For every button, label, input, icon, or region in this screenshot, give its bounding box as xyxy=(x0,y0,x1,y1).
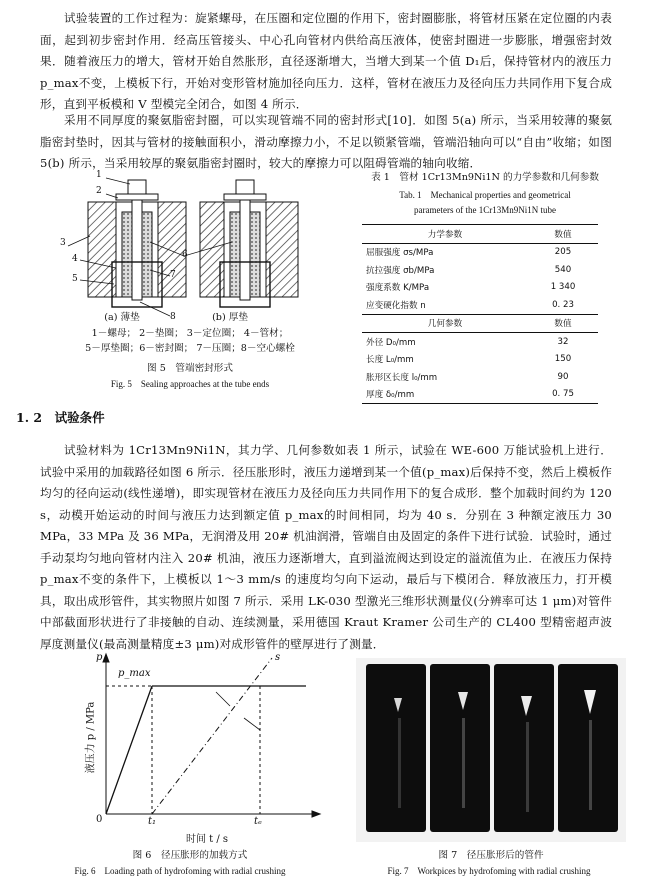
table1-cell: 1 340 xyxy=(550,282,576,293)
section-heading: 1. 2 试验条件 xyxy=(16,410,105,425)
table-row xyxy=(362,333,598,351)
fig5-caption-en: Fig. 5 Sealing approaches at the tube ends xyxy=(110,379,270,389)
table1-cell: 胀形区长度 l₀/mm xyxy=(366,372,438,383)
table-row xyxy=(362,351,598,369)
table1-header-geo-value: 数值 xyxy=(528,314,598,333)
fig5-label-2: 2 xyxy=(96,186,102,196)
fig5-label-8: 8 xyxy=(170,312,176,322)
fig7-caption-en: Fig. 7 Workpices by hydrofoming with radial crushing xyxy=(387,866,591,876)
table1-cell: 540 xyxy=(554,264,572,275)
table1-cell: 外径 D₀/mm xyxy=(366,337,416,348)
table1-cell: 90 xyxy=(557,371,569,382)
fig6-xlabel: 时间 t / s xyxy=(186,834,229,845)
table-row xyxy=(362,243,598,261)
table-row xyxy=(362,279,598,297)
tube-highlights xyxy=(356,658,626,842)
fig6-label-origin: 0 xyxy=(96,814,103,825)
table1-cell: 应变硬化指数 n xyxy=(366,300,426,311)
table1-cell: 强度系数 K/MPa xyxy=(366,283,430,294)
fig5-legend-line-2: 5－厚垫圈；6－密封圈； 7－压圈；8－空心螺栓 xyxy=(85,343,295,354)
table1-header-mech-param: 力学参数 xyxy=(362,225,528,244)
fig5-label-7: 7 xyxy=(170,270,176,280)
table1-caption-cn: 表 1 管材 1Cr13Mn9Ni1N 的力学参数和几何参数 xyxy=(371,172,599,183)
paragraph-3: 试验材料为 1Cr13Mn9Ni1N，其力学、几何参数如表 1 所示，试验在 WE-600 万能试验机上进行．试验中采用的加载路径如图 6 所示．径压胀形时，液压力递增到某一个值(p_max)后保持不变，然后上模板作均匀的径向运动(线性递增)，即实现管材在液压力及径向压力共同作用下的复合成形．整个加载时间约为 120 s，动模开始运动的时间与液压力达到额定值 p_max的时间相同，均为 40 s．分别在 3 种额定液压力 30 MPa，33 MPa 及 36 MPa，无润滑及用 20# 机油润滑，管端自由及固定的条件下进行试验．试验时，通过手动泵均匀地向管材内注入 20# 机油，液压力逐渐增大，直到溢流阀达到设定的溢流值为止．在液压力保持 p_max不变的条件下，上模板以 1～3 mm/s 的速度均匀向下运动，最后与下模闭合．释放液压力，打开模具，取出成形管件，其实物照片如图 7 所示．采用 LK-030 型激光三维形状测量仪(分辨率可达 1 μm)对管件中部截面形状进行了非接触的自动、连续测量，采用德国 Kraut Kramer 公司生产的 CL400 型精密超声波厚度测量仪(最高测量精度±3 μm)对成形管件的壁厚进行了测量． xyxy=(40,443,612,651)
fig5-label-5: 5 xyxy=(72,274,78,284)
fig5-legend-line-1: 1－螺母； 2－垫圈； 3－定位圈； 4－管材； xyxy=(91,328,289,339)
table1-cell: 长度 L₀/mm xyxy=(366,355,414,366)
fig6-caption-en: Fig. 6 Loading path of hydrofoming with radial crushing xyxy=(74,866,286,876)
table1-cell: 抗拉强度 σb/MPa xyxy=(366,265,435,276)
figure-7-photo xyxy=(356,658,626,842)
fig5-label-6: 6 xyxy=(182,250,188,260)
table1-header-mech-value: 数值 xyxy=(528,225,598,244)
fig6-label-s: s xyxy=(275,652,281,663)
fig6-label-t1: t₁ xyxy=(148,816,157,827)
paragraph-2: 采用不同厚度的聚氨脂密封圈，可以实现管端不同的密封形式[10]．如图 5(a) 所示，当采用较薄的聚氨脂密封垫时，因其与管材的接触面积小，滑动摩擦力小，不足以锁紧管端，管端沿轴向可以“自由”收缩；如图 5(b) 所示，当采用较厚的聚氨脂密封圈时，较大的摩擦力可以阻碍管端的轴向收缩． xyxy=(40,113,612,170)
table1-cell: 厚度 δ₀/mm xyxy=(362,386,528,404)
fig5b-assembly xyxy=(200,180,298,307)
table-row xyxy=(362,368,598,386)
fig5-label-3: 3 xyxy=(60,238,66,248)
fig6-ylabel: 液压力 p / MPa xyxy=(85,701,97,774)
fig6-label-pmax: p_max xyxy=(118,668,151,679)
table-1 xyxy=(362,224,598,404)
table1-header-geo xyxy=(362,314,598,333)
fig6-caption-cn: 图 6 径压胀形的加载方式 xyxy=(132,850,248,861)
fig6-label-te: tₑ xyxy=(254,816,262,827)
figure-6-chart xyxy=(78,652,328,832)
paragraph-1: 试验装置的工作过程为：旋紧螺母，在压圈和定位圈的作用下，密封圈膨胀，将管材压紧在定位圈的内表面，起到初步密封作用．经高压管接头、中心孔向管材内供给高压液体，使密封圈进一步膨胀，增强密封效果．随着液压力的增大，管材开始自然胀形，直径逐渐增大，当增大到某一个值 D₁后，保持管材内的液压力 p_max不变，上模板下行，开始对变形管材施加径向压力．这样，管材在液压力及径向压力共同作用下复合成形，直到平板模和 V 型模完全闭合，如图 4 所示． xyxy=(40,11,612,111)
table1-header-mech xyxy=(362,225,598,244)
table-row xyxy=(362,296,598,314)
table1-header-geo-param: 几何参数 xyxy=(362,314,528,333)
table1-caption-en-1: Tab. 1 Mechanical properties and geometrical xyxy=(399,190,571,200)
figure-5-drawing xyxy=(50,172,310,332)
table1-cell: 0. 75 xyxy=(528,386,598,404)
table1-caption-en-2: parameters of the 1Cr13Mn9Ni1N tube xyxy=(414,205,556,215)
fig6-label-p: p xyxy=(96,652,103,663)
table1-cell: 205 xyxy=(554,247,572,258)
fig5-caption-cn: 图 5 管端密封形式 xyxy=(147,363,233,374)
table1-cell: 0. 23 xyxy=(552,299,574,310)
fig5-label-4: 4 xyxy=(72,254,78,264)
table-row xyxy=(362,386,598,404)
fig5-label-1: 1 xyxy=(96,170,102,180)
table1-cell: 屈服强度 σs/MPa xyxy=(366,248,434,259)
table1-cell: 150 xyxy=(554,354,572,365)
fig5-subcaption-b: (b) 厚垫 xyxy=(212,312,248,323)
table1-cell: 32 xyxy=(557,336,569,347)
fig5-subcaption-a: (a) 薄垫 xyxy=(104,312,140,323)
fig7-caption-cn: 图 7 径压胀形后的管件 xyxy=(438,850,544,861)
fig5a-assembly xyxy=(88,180,186,307)
table-row xyxy=(362,261,598,279)
